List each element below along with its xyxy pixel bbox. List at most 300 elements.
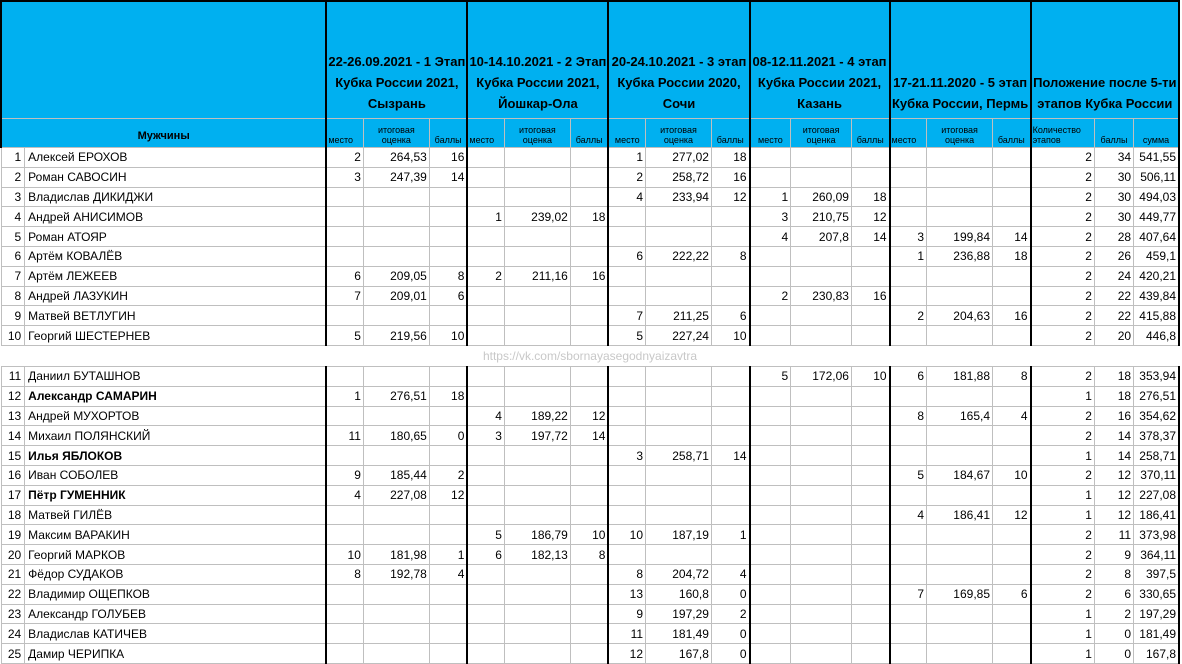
- place-cell: [467, 485, 504, 505]
- rank-cell: 9: [1, 306, 25, 326]
- table-row: [1, 386, 1179, 406]
- points-cell: 14: [711, 446, 749, 466]
- table-row: [1, 306, 1179, 326]
- stages-count-cell: 2: [1031, 167, 1095, 187]
- total-sum-cell: 354,62: [1134, 406, 1179, 426]
- place-cell: [608, 286, 645, 306]
- score-cell: [504, 366, 570, 386]
- points-cell: [993, 644, 1031, 664]
- score-cell: 247,39: [363, 167, 429, 187]
- place-cell: [326, 644, 363, 664]
- place-cell: [467, 187, 504, 207]
- score-cell: [927, 644, 993, 664]
- points-cell: [570, 624, 608, 644]
- points-cell: 10: [711, 326, 749, 346]
- points-cell: [429, 624, 467, 644]
- subheader-points: баллы: [1094, 119, 1133, 148]
- score-cell: [363, 366, 429, 386]
- skater-name: Александр САМАРИН: [25, 386, 327, 406]
- place-cell: [608, 465, 645, 485]
- stages-count-cell: 2: [1031, 366, 1095, 386]
- place-cell: [608, 266, 645, 286]
- score-cell: [927, 286, 993, 306]
- points-cell: 0: [711, 584, 749, 604]
- place-cell: [467, 366, 504, 386]
- score-cell: 181,98: [363, 545, 429, 565]
- table-row: [1, 207, 1179, 227]
- skater-name: Георгий МАРКОВ: [25, 545, 327, 565]
- points-cell: [711, 227, 749, 247]
- score-cell: 186,79: [504, 525, 570, 545]
- stages-count-cell: 2: [1031, 545, 1095, 565]
- score-cell: [504, 187, 570, 207]
- score-cell: [791, 426, 852, 446]
- points-cell: [851, 446, 889, 466]
- points-cell: [851, 505, 889, 525]
- place-cell: [326, 227, 363, 247]
- stages-count-cell: 2: [1031, 326, 1095, 346]
- place-cell: [467, 167, 504, 187]
- rank-cell: 22: [1, 584, 25, 604]
- total-points-cell: 14: [1094, 446, 1133, 466]
- place-cell: [750, 525, 791, 545]
- score-cell: [363, 446, 429, 466]
- subheader-row: [1, 119, 1179, 148]
- stages-count-cell: 2: [1031, 525, 1095, 545]
- points-cell: [993, 167, 1031, 187]
- points-cell: [993, 207, 1031, 227]
- score-cell: 227,24: [646, 326, 712, 346]
- points-cell: [851, 584, 889, 604]
- score-cell: 276,51: [363, 386, 429, 406]
- total-sum-cell: 420,21: [1134, 266, 1179, 286]
- points-cell: 10: [851, 366, 889, 386]
- score-cell: 189,22: [504, 406, 570, 426]
- place-cell: [467, 446, 504, 466]
- table-row: [1, 286, 1179, 306]
- score-cell: [363, 525, 429, 545]
- total-points-cell: 30: [1094, 167, 1133, 187]
- points-cell: [993, 286, 1031, 306]
- points-cell: 10: [429, 326, 467, 346]
- score-cell: [646, 386, 712, 406]
- total-sum-cell: 506,11: [1134, 167, 1179, 187]
- rank-cell: 13: [1, 406, 25, 426]
- skater-name: Владимир ОЩЕПКОВ: [25, 584, 327, 604]
- points-cell: [429, 246, 467, 266]
- skater-name: Владислав ДИКИДЖИ: [25, 187, 327, 207]
- total-sum-cell: 370,11: [1134, 465, 1179, 485]
- points-cell: 10: [570, 525, 608, 545]
- stage-header-row: [1, 1, 1179, 119]
- place-cell: 10: [608, 525, 645, 545]
- points-cell: [711, 266, 749, 286]
- men-label: Мужчины: [1, 119, 326, 148]
- score-cell: [791, 406, 852, 426]
- score-cell: 186,41: [927, 505, 993, 525]
- points-cell: 12: [993, 505, 1031, 525]
- points-cell: 0: [711, 644, 749, 664]
- table-row: [1, 644, 1179, 664]
- place-cell: 4: [326, 485, 363, 505]
- points-cell: [429, 446, 467, 466]
- score-cell: [504, 286, 570, 306]
- total-sum-cell: 364,11: [1134, 545, 1179, 565]
- score-cell: [791, 148, 852, 168]
- place-cell: 3: [608, 446, 645, 466]
- rank-cell: 23: [1, 604, 25, 624]
- place-cell: 2: [890, 306, 927, 326]
- subheader-points: баллы: [711, 119, 749, 148]
- score-cell: [504, 604, 570, 624]
- points-cell: [851, 624, 889, 644]
- score-cell: [927, 167, 993, 187]
- table-row: [1, 624, 1179, 644]
- score-cell: 277,02: [646, 148, 712, 168]
- subheader-sum: сумма: [1134, 119, 1179, 148]
- points-cell: [429, 366, 467, 386]
- table-row: [1, 505, 1179, 525]
- subheader-place: место: [890, 119, 927, 148]
- stages-count-cell: 2: [1031, 246, 1095, 266]
- place-cell: [326, 246, 363, 266]
- score-cell: [363, 207, 429, 227]
- total-sum-cell: 276,51: [1134, 386, 1179, 406]
- points-cell: 4: [993, 406, 1031, 426]
- points-cell: [993, 446, 1031, 466]
- rank-cell: 20: [1, 545, 25, 565]
- total-sum-cell: 439,84: [1134, 286, 1179, 306]
- score-cell: [646, 465, 712, 485]
- place-cell: [608, 227, 645, 247]
- stage-4-header: 08-12.11.2021 - 4 этап Кубка России 2021, Казань: [750, 1, 890, 119]
- total-points-cell: 18: [1094, 366, 1133, 386]
- place-cell: 1: [608, 148, 645, 168]
- score-cell: 239,02: [504, 207, 570, 227]
- points-cell: [429, 207, 467, 227]
- stage-2-header: 10-14.10.2021 - 2 Этап Кубка России 2021, Йошкар-Ола: [467, 1, 608, 119]
- stages-count-cell: 2: [1031, 227, 1095, 247]
- total-sum-cell: 353,94: [1134, 366, 1179, 386]
- place-cell: 11: [608, 624, 645, 644]
- skater-name: Андрей АНИСИМОВ: [25, 207, 327, 227]
- score-cell: [791, 644, 852, 664]
- skater-name: Георгий ШЕСТЕРНЕВ: [25, 326, 327, 346]
- place-cell: 5: [467, 525, 504, 545]
- stages-count-cell: 2: [1031, 584, 1095, 604]
- score-cell: 192,78: [363, 564, 429, 584]
- score-cell: [363, 306, 429, 326]
- rank-cell: 2: [1, 167, 25, 187]
- stages-count-cell: 1: [1031, 386, 1095, 406]
- score-cell: [504, 227, 570, 247]
- place-cell: 5: [750, 366, 791, 386]
- watermark-text: https://vk.com/sbornayasegodnyaizavtra: [1, 345, 1179, 366]
- points-cell: [711, 366, 749, 386]
- table-row: [1, 227, 1179, 247]
- points-cell: [570, 386, 608, 406]
- total-sum-cell: 258,71: [1134, 446, 1179, 466]
- points-cell: [851, 406, 889, 426]
- points-cell: [570, 167, 608, 187]
- place-cell: [750, 426, 791, 446]
- points-cell: 0: [711, 624, 749, 644]
- stage-3-header: 20-24.10.2021 - 3 этап Кубка России 2020, Сочи: [608, 1, 749, 119]
- points-cell: [570, 366, 608, 386]
- stages-count-cell: 2: [1031, 426, 1095, 446]
- place-cell: 5: [326, 326, 363, 346]
- place-cell: [890, 286, 927, 306]
- place-cell: [326, 306, 363, 326]
- score-cell: 180,65: [363, 426, 429, 446]
- place-cell: 4: [608, 187, 645, 207]
- standings-header: Положение после 5-ти этапов Кубка России: [1031, 1, 1179, 119]
- skater-name: Александр ГОЛУБЕВ: [25, 604, 327, 624]
- points-cell: 6: [711, 306, 749, 326]
- total-sum-cell: 449,77: [1134, 207, 1179, 227]
- place-cell: 3: [750, 207, 791, 227]
- place-cell: 8: [326, 564, 363, 584]
- stages-count-cell: 2: [1031, 564, 1095, 584]
- score-cell: [363, 227, 429, 247]
- rank-cell: 15: [1, 446, 25, 466]
- score-cell: 258,72: [646, 167, 712, 187]
- score-cell: [646, 286, 712, 306]
- points-cell: [851, 525, 889, 545]
- total-points-cell: 11: [1094, 525, 1133, 545]
- skater-name: Пётр ГУМЕННИК: [25, 485, 327, 505]
- score-cell: [791, 545, 852, 565]
- place-cell: [890, 266, 927, 286]
- score-cell: [927, 148, 993, 168]
- place-cell: 2: [608, 167, 645, 187]
- points-cell: 12: [570, 406, 608, 426]
- stages-count-cell: 2: [1031, 148, 1095, 168]
- points-cell: 18: [851, 187, 889, 207]
- rank-cell: 6: [1, 246, 25, 266]
- points-cell: [851, 604, 889, 624]
- skater-name: Фёдор СУДАКОВ: [25, 564, 327, 584]
- score-cell: [791, 525, 852, 545]
- total-sum-cell: 494,03: [1134, 187, 1179, 207]
- points-cell: 6: [429, 286, 467, 306]
- points-cell: [711, 505, 749, 525]
- place-cell: [750, 266, 791, 286]
- place-cell: [890, 207, 927, 227]
- total-points-cell: 12: [1094, 465, 1133, 485]
- score-cell: [646, 505, 712, 525]
- points-cell: [993, 266, 1031, 286]
- points-cell: [429, 604, 467, 624]
- subheader-place: место: [750, 119, 791, 148]
- place-cell: 2: [467, 266, 504, 286]
- points-cell: 14: [851, 227, 889, 247]
- score-cell: 165,4: [927, 406, 993, 426]
- place-cell: [890, 545, 927, 565]
- score-cell: [646, 406, 712, 426]
- score-cell: 199,84: [927, 227, 993, 247]
- total-points-cell: 12: [1094, 505, 1133, 525]
- score-cell: [927, 446, 993, 466]
- place-cell: [750, 584, 791, 604]
- total-points-cell: 0: [1094, 624, 1133, 644]
- score-cell: [791, 564, 852, 584]
- points-cell: [570, 227, 608, 247]
- rank-cell: 14: [1, 426, 25, 446]
- score-cell: [363, 604, 429, 624]
- rank-cell: 3: [1, 187, 25, 207]
- score-cell: [791, 306, 852, 326]
- score-cell: [363, 406, 429, 426]
- table-row: [1, 545, 1179, 565]
- points-cell: 14: [429, 167, 467, 187]
- points-cell: [570, 584, 608, 604]
- place-cell: 3: [467, 426, 504, 446]
- points-cell: 18: [429, 386, 467, 406]
- score-cell: [791, 446, 852, 466]
- place-cell: 3: [326, 167, 363, 187]
- place-cell: [467, 306, 504, 326]
- points-cell: 0: [429, 426, 467, 446]
- score-cell: [927, 525, 993, 545]
- score-cell: [504, 624, 570, 644]
- place-cell: [326, 584, 363, 604]
- rank-cell: 19: [1, 525, 25, 545]
- points-cell: [851, 644, 889, 664]
- place-cell: [750, 246, 791, 266]
- points-cell: [851, 306, 889, 326]
- place-cell: 1: [890, 246, 927, 266]
- skater-name: Алексей ЕРОХОВ: [25, 148, 327, 168]
- score-cell: [646, 545, 712, 565]
- points-cell: [429, 584, 467, 604]
- subheader-count: Количество этапов: [1031, 119, 1095, 148]
- total-sum-cell: 541,55: [1134, 148, 1179, 168]
- total-points-cell: 26: [1094, 246, 1133, 266]
- total-sum-cell: 186,41: [1134, 505, 1179, 525]
- score-cell: [504, 246, 570, 266]
- total-points-cell: 30: [1094, 187, 1133, 207]
- stage-5-header: 17-21.11.2020 - 5 этап Кубка России, Пермь: [890, 1, 1031, 119]
- score-cell: [927, 187, 993, 207]
- points-cell: [993, 624, 1031, 644]
- stage-1-header: 22-26.09.2021 - 1 Этап Кубка России 2021, Сызрань: [326, 1, 467, 119]
- score-cell: [504, 446, 570, 466]
- place-cell: 2: [750, 286, 791, 306]
- stages-count-cell: 1: [1031, 604, 1095, 624]
- points-cell: [711, 406, 749, 426]
- place-cell: 9: [326, 465, 363, 485]
- points-cell: [851, 465, 889, 485]
- place-cell: [467, 505, 504, 525]
- stages-count-cell: 1: [1031, 505, 1095, 525]
- score-cell: 211,16: [504, 266, 570, 286]
- points-cell: 16: [570, 266, 608, 286]
- points-cell: [711, 465, 749, 485]
- points-cell: [429, 406, 467, 426]
- points-cell: [429, 227, 467, 247]
- points-cell: 8: [993, 366, 1031, 386]
- points-cell: [993, 148, 1031, 168]
- rank-cell: 25: [1, 644, 25, 664]
- total-points-cell: 12: [1094, 485, 1133, 505]
- skater-name: Владислав КАТИЧЕВ: [25, 624, 327, 644]
- table-row: [1, 366, 1179, 386]
- stages-count-cell: 1: [1031, 624, 1095, 644]
- place-cell: [750, 167, 791, 187]
- score-cell: [927, 545, 993, 565]
- place-cell: [750, 148, 791, 168]
- table-row: [1, 326, 1179, 346]
- total-sum-cell: 227,08: [1134, 485, 1179, 505]
- score-cell: 222,22: [646, 246, 712, 266]
- place-cell: [467, 584, 504, 604]
- points-cell: [570, 286, 608, 306]
- subheader-points: баллы: [570, 119, 608, 148]
- points-cell: [851, 246, 889, 266]
- points-cell: [429, 306, 467, 326]
- score-cell: [791, 246, 852, 266]
- points-cell: [570, 326, 608, 346]
- place-cell: [608, 386, 645, 406]
- points-cell: 16: [429, 148, 467, 168]
- place-cell: [326, 525, 363, 545]
- table-row: [1, 187, 1179, 207]
- subheader-points: баллы: [993, 119, 1031, 148]
- skater-name: Артём ЛЕЖЕЕВ: [25, 266, 327, 286]
- points-cell: 12: [851, 207, 889, 227]
- place-cell: [326, 624, 363, 644]
- score-cell: 211,25: [646, 306, 712, 326]
- score-cell: 181,49: [646, 624, 712, 644]
- score-cell: 233,94: [646, 187, 712, 207]
- score-cell: [504, 148, 570, 168]
- place-cell: [890, 446, 927, 466]
- place-cell: [750, 604, 791, 624]
- score-cell: [791, 624, 852, 644]
- place-cell: [608, 366, 645, 386]
- place-cell: [608, 406, 645, 426]
- total-points-cell: 14: [1094, 426, 1133, 446]
- score-cell: [927, 266, 993, 286]
- points-cell: [851, 485, 889, 505]
- score-cell: [504, 167, 570, 187]
- score-cell: 160,8: [646, 584, 712, 604]
- points-cell: [851, 386, 889, 406]
- place-cell: [467, 148, 504, 168]
- score-cell: 207,8: [791, 227, 852, 247]
- points-cell: 12: [429, 485, 467, 505]
- points-cell: 16: [993, 306, 1031, 326]
- table-row: [1, 485, 1179, 505]
- score-cell: [927, 426, 993, 446]
- points-cell: 12: [711, 187, 749, 207]
- points-cell: [993, 386, 1031, 406]
- rank-cell: 7: [1, 266, 25, 286]
- place-cell: [890, 604, 927, 624]
- points-cell: [570, 505, 608, 525]
- place-cell: [750, 446, 791, 466]
- table-row: [1, 266, 1179, 286]
- points-cell: 16: [711, 167, 749, 187]
- points-cell: [993, 485, 1031, 505]
- points-cell: [851, 426, 889, 446]
- table-row: [1, 167, 1179, 187]
- score-cell: 204,72: [646, 564, 712, 584]
- points-cell: [570, 564, 608, 584]
- table-row: [1, 426, 1179, 446]
- table-row: [1, 406, 1179, 426]
